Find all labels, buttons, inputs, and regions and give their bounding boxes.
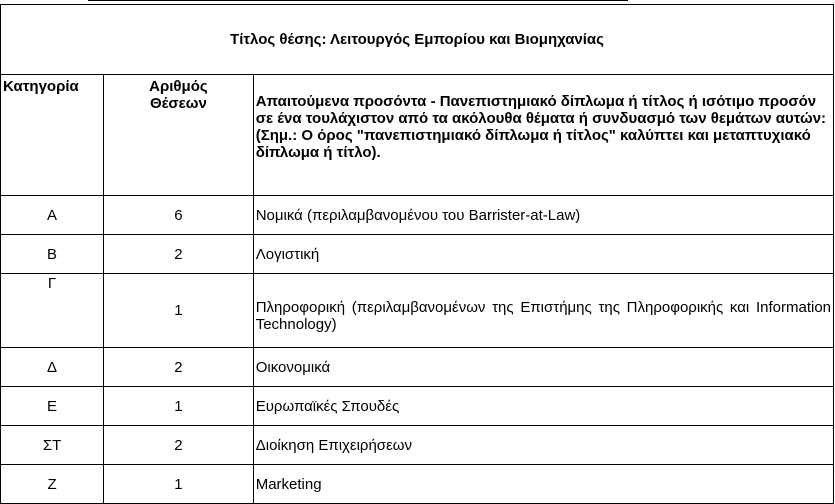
header-positions-line1: Αριθμός (149, 78, 208, 95)
positions-cell: 2 (104, 348, 254, 387)
positions-cell: 1 (104, 274, 254, 348)
requirements-note: (Σημ.: Ο όρος "πανεπιστημιακό δίπλωμα ή τίτλος" καλύπτει και μεταπτυχιακό δίπλωμα ή τίτλο). (255, 127, 811, 161)
field-cell: Ευρωπαϊκές Σπουδές (253, 387, 833, 426)
field-cell: Λογιστική (253, 235, 833, 274)
category-cell: Ζ (1, 465, 104, 504)
table-title: Τίτλος θέσης: Λειτουργός Εμπορίου και Βιομηχανίας (1, 5, 834, 75)
category-cell: Α (1, 196, 104, 235)
requirements-text: Απαιτούμενα προσόντα - Πανεπιστημιακό δίπλωμα ή τίτλος ή ισότιμο προσόν σε ένα τουλάχιστον από τα ακόλουθα θέματα ή συνδυασμό των θεμάτων αυτών: (255, 93, 827, 127)
table-row (1, 465, 834, 504)
positions-cell: 1 (104, 387, 254, 426)
header-positions (104, 75, 254, 196)
table-row (1, 235, 834, 274)
positions-cell: 2 (104, 235, 254, 274)
positions-cell: 6 (104, 196, 254, 235)
category-cell: ΣΤ (1, 426, 104, 465)
positions-cell: 2 (104, 426, 254, 465)
positions-table (0, 4, 834, 504)
table-row (1, 426, 834, 465)
positions-cell: 1 (104, 465, 254, 504)
header-category: Κατηγορία (1, 75, 104, 196)
category-cell: Δ (1, 348, 104, 387)
table-row (1, 196, 834, 235)
table-row (1, 274, 834, 348)
category-cell: Γ (1, 274, 104, 348)
header-positions-line2: Θέσεων (149, 95, 207, 112)
field-cell: Διοίκηση Επιχειρήσεων (253, 426, 833, 465)
category-cell: Ε (1, 387, 104, 426)
field-cell: Πληροφορική (περιλαμβανομένων της Επιστήμης της Πληροφορικής και Information Technology) (253, 274, 833, 348)
header-requirements (253, 75, 833, 196)
table-row (1, 387, 834, 426)
field-cell: Νομικά (περιλαμβανομένου του Barrister-at-Law) (253, 196, 833, 235)
field-cell: Marketing (253, 465, 833, 504)
category-cell: Β (1, 235, 104, 274)
table-row (1, 348, 834, 387)
field-cell: Οικονομικά (253, 348, 833, 387)
